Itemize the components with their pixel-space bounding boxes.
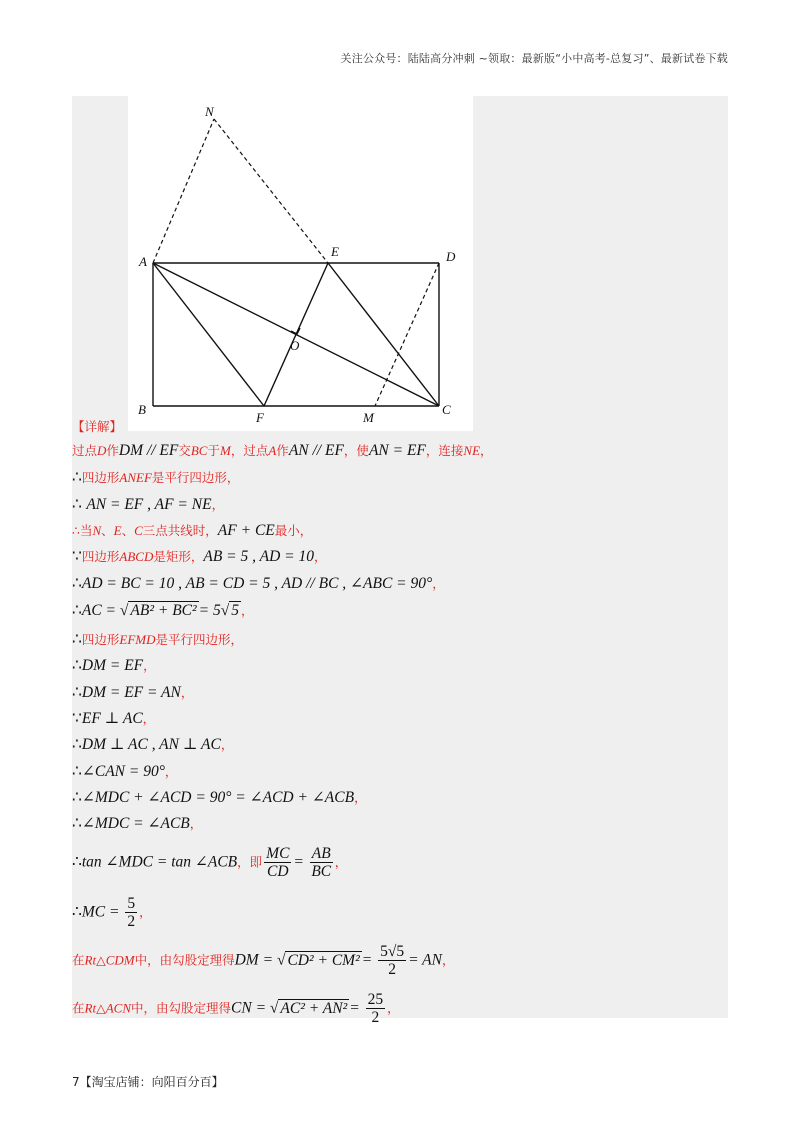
fraction-5root5-2: $\frac{5√5}{2}$ [380, 943, 405, 978]
line-DM [375, 263, 439, 406]
step-2: ∴四边形ANEF是平行四边形， [72, 469, 240, 486]
label-D: D [446, 249, 456, 264]
step-15: ∴∠MDC = ∠ACB， [72, 815, 203, 832]
step-7: ∴AC = √ AB² + BC² = 5√ 5 ， [72, 602, 254, 619]
step-12: ∴DM ⊥ AC , AN ⊥ AC， [72, 736, 234, 753]
label-C: C [442, 402, 451, 417]
step-5: ∵四边形ABCD是矩形，AB = 5 , AD = 10， [72, 548, 327, 565]
solution-title: 【详解】 [72, 419, 123, 434]
step-3: ∴ AN = EF , AF = NE， [72, 496, 225, 513]
label-F: F [256, 410, 264, 425]
label-O: O [290, 338, 300, 353]
line-NE [214, 119, 328, 263]
step-18: 在Rt△CDM中，由勾股定理得DM = √ CD² + CM² = $\frac{5√5}{2}$ = AN， [72, 943, 455, 978]
step-16: ∴tan ∠MDC = tan ∠ACB，即 $\frac{MC}{CD}$ = $\frac{AB}{BC}$ ， [72, 845, 348, 880]
step-14: ∴∠MDC + ∠ACD = 90° = ∠ACD + ∠ACB， [72, 789, 367, 806]
fraction-mc-cd: $\frac{MC}{CD}$ [266, 845, 290, 880]
step-4: ∴当N、E、C三点共线时，AF + CE最小， [72, 522, 313, 539]
fraction-5-2: $\frac{5}{2}$ [127, 895, 136, 930]
step-6: ∴AD = BC = 10 , AB = CD = 5 , AD // BC , ∠ABC = 90°， [72, 575, 445, 592]
line-AN [153, 119, 214, 263]
line-AF [153, 263, 264, 406]
step-19: 在Rt△ACN中，由勾股定理得CN = √ AC² + AN² = $\frac{25}{2}$ ， [72, 991, 400, 1026]
geometry-figure [128, 96, 473, 431]
line-FE [264, 263, 328, 406]
step-8: ∴四边形EFMD是平行四边形， [72, 631, 244, 648]
step-9: ∴DM = EF， [72, 657, 156, 674]
label-E: E [331, 244, 339, 259]
label-A: A [139, 254, 147, 269]
step-11: ∵EF ⊥ AC， [72, 710, 156, 727]
label-B: B [138, 402, 146, 417]
step-1: 过点D作DM // EF交BC于M，过点A作AN // EF，使AN = EF，连接NE， [72, 442, 493, 459]
label-N: N [205, 104, 214, 119]
step-17: ∴MC = $\frac{5}{2}$ ， [72, 895, 152, 930]
fraction-25-2: $\frac{25}{2}$ [367, 991, 384, 1026]
fraction-ab-bc: $\frac{AB}{BC}$ [311, 845, 332, 880]
line-EC [328, 263, 439, 406]
label-M: M [363, 410, 374, 425]
step-10: ∴DM = EF = AN， [72, 684, 194, 701]
page-footer: 7【淘宝店铺：向阳百分百】 [72, 1075, 224, 1089]
page-header: 关注公众号：陆陆高分冲刺 ~领取：最新版“小中高考-总复习”、最新试卷下载 [340, 52, 728, 65]
step-13: ∴∠CAN = 90°， [72, 763, 178, 780]
